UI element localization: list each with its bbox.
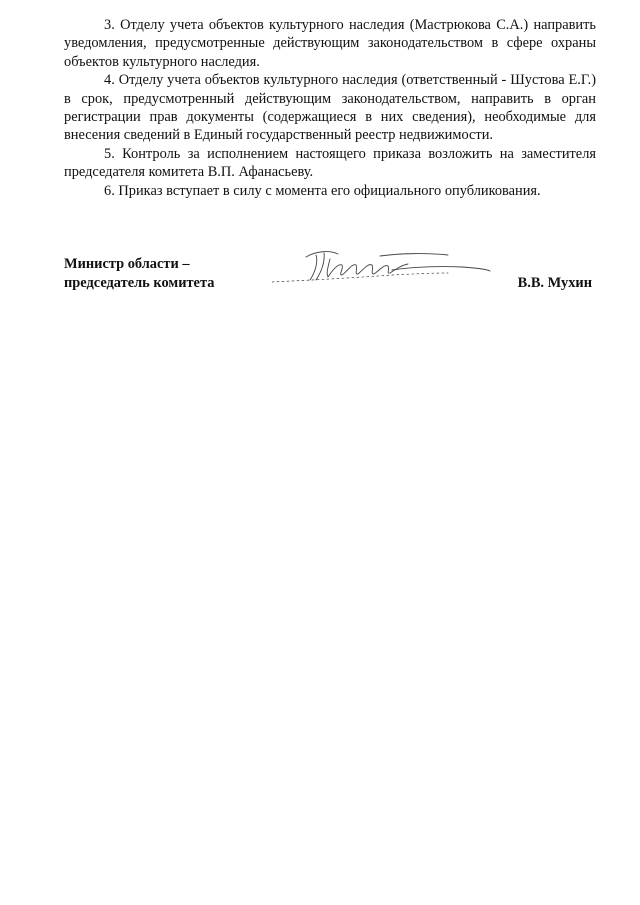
paragraph-item-4: 4. Отделу учета объектов культурного наследия (ответственный - Шустова Е.Г.) в срок, предусмотренный действующим законодательством, направить в орган регистрации прав документы (содержащиеся в них сведения), необходимые для внесения сведений в Единый государственный реестр недвижимости. xyxy=(64,72,596,144)
document-body xyxy=(64,16,596,200)
paragraph-item-6: 6. Приказ вступает в силу с момента его официального опубликования. xyxy=(104,182,541,199)
paragraph-item-3: 3. Отделу учета объектов культурного наследия (Мастрюкова С.А.) направить уведомления, предусмотренные действующим законодательством в сфере охраны объектов культурного наследия. xyxy=(64,17,596,70)
paragraph-item-5: 5. Контроль за исполнением настоящего приказа возложить на заместителя председателя комитета В.П. Афанасьеву. xyxy=(64,145,596,181)
signatory-title-line-2: председатель комитета xyxy=(64,275,215,291)
handwritten-signature xyxy=(272,247,492,289)
signatory-title xyxy=(64,255,214,293)
signature-block xyxy=(64,255,596,305)
signatory-title-line-1: Министр области – xyxy=(64,256,190,272)
signatory-name: В.В. Мухин xyxy=(517,275,592,291)
